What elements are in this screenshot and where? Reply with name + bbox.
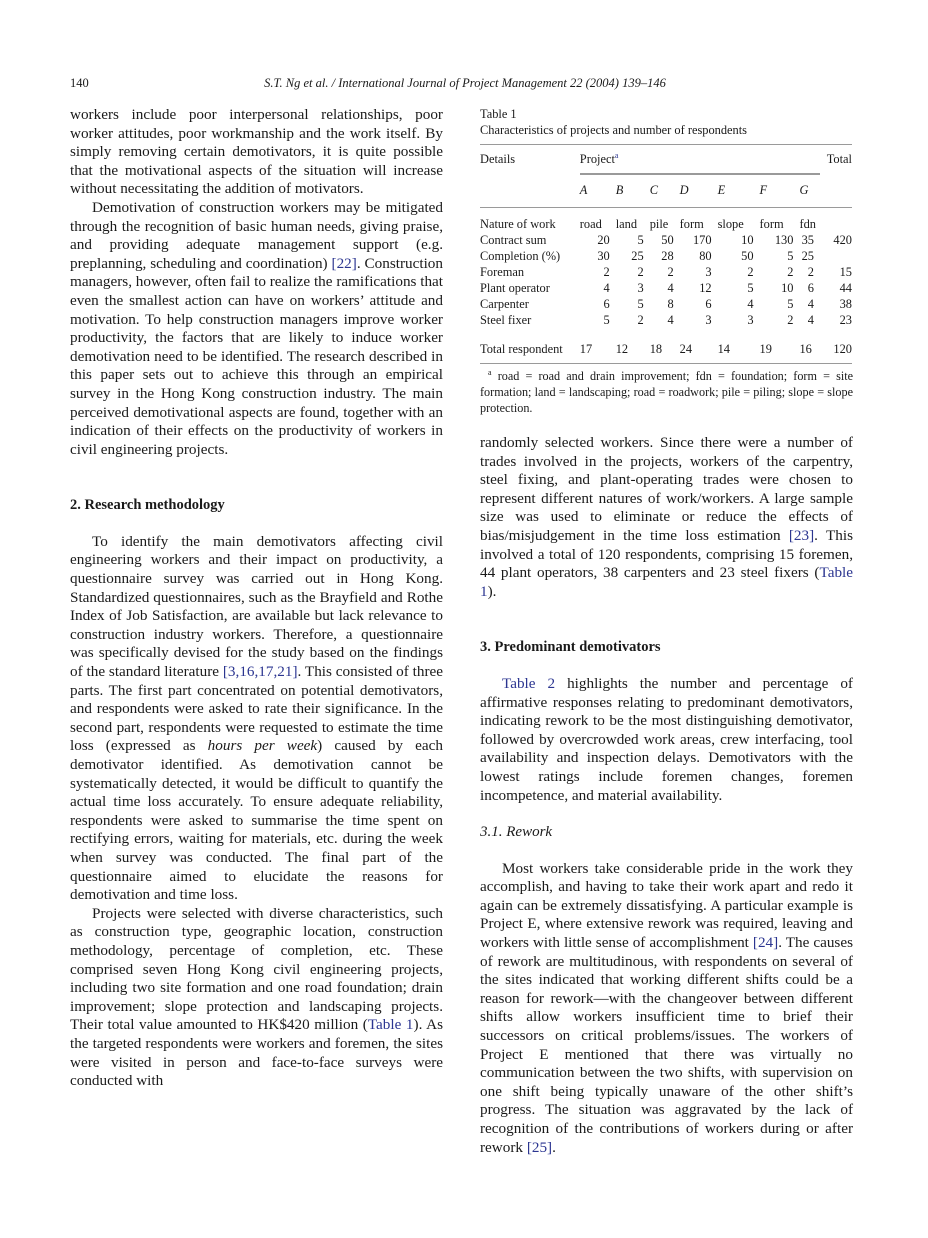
paragraph: workers include poor interpersonal relationships, poor worker attitudes, poor workmanship and the work itself. By simply removing certain demotivators, it is quite possible that the motivational aspects of the situation will increase without necessitating the addition of motivators. <box>70 106 443 198</box>
citation-link[interactable]: [25] <box>526 1138 553 1156</box>
table-cell: 10 <box>741 233 754 247</box>
table-cell: 5 <box>603 313 610 327</box>
table-label: Table 1 <box>480 107 517 121</box>
table-caption: Characteristics of projects and number of respondents <box>480 123 748 137</box>
table-cell: 50 <box>741 249 754 263</box>
table-cell: 5 <box>787 249 794 263</box>
table-cell: 2 <box>787 313 794 327</box>
project-letter: G <box>799 183 809 197</box>
running-head <box>70 76 860 92</box>
paragraph <box>70 905 443 1091</box>
total-cell <box>820 208 852 233</box>
empty-cell <box>820 174 852 208</box>
total-cell <box>820 248 852 264</box>
total-cell: 120 <box>833 342 852 356</box>
table-cell: 2 <box>637 265 644 279</box>
table-cell: 17 <box>579 342 593 356</box>
table-cell: 20 <box>597 233 610 247</box>
table-cell: form <box>759 217 784 231</box>
row-label: Steel fixer <box>480 313 532 327</box>
text-run: . This consisted of three parts. The first part concentrated on potential demotivators, and respondents were asked to rate their significance. In the second part, respondents were requested to estimate the time loss (expressed as <box>70 663 443 755</box>
text-run: . Construction managers, however, often fail to realize the ramifications that even the smallest action can have on workers’ attitude and motivation. To help construction managers improve worker productivity, the factors that are likely to induce worker demotivation need to be identified. The research described in this paper sets out to achieve this through an empirical survey in the Hong Kong construction industry. The main perceived demotivational aspects are found, together with an indication of their effects on the productivity of workers in civil engineering projects. <box>70 254 444 458</box>
text-run: ). As the targeted respondents were workers and foremen, the sites were visited in person and face-to-face surveys were conducted with <box>70 1016 443 1090</box>
table-cell: 2 <box>603 265 610 279</box>
table-cell: 8 <box>667 297 674 311</box>
table-cell: 19 <box>759 342 772 356</box>
table-cell: land <box>615 217 638 231</box>
table-cell: 6 <box>705 297 712 311</box>
table-cell: 35 <box>801 233 814 247</box>
table-cell: 3 <box>705 265 712 279</box>
table-cell: 80 <box>699 249 712 263</box>
table-cell: 5 <box>637 233 644 247</box>
paragraph <box>480 860 853 1158</box>
table-cell: 4 <box>667 313 674 327</box>
table-cell: 12 <box>699 281 712 295</box>
table-row <box>480 248 852 264</box>
table-cell: 24 <box>679 342 693 356</box>
text-run: . The causes of rework are multitudinous, with respondents on several of the sites indicated that working different shifts could be a reason for rework—with the changeover between different shifts allow workers insufficient time to brief their successors on critical problems/issues. The workers of Project E mentioned that there was virtually no communication between the two shifts, with supervision on one shift being typically unaware of the other shift’s progress. The situation was aggravated by the lack of recognition of the contributions of workers during or after rework <box>480 934 853 1156</box>
table-cell: 2 <box>637 313 644 327</box>
table-link[interactable]: Table 1 <box>480 564 853 600</box>
footnote-text: road = road and drain improvement; fdn = foundation; form = site formation; land = landscaping; road = roadwork; pile = piling; slope = slope protection. <box>480 369 853 415</box>
subsection-heading: 3.1. Rework <box>480 824 553 841</box>
paragraph <box>70 199 443 459</box>
text-run: Most workers take considerable pride in the work they accomplish, and having to take their work apart and redo it again can be extremely dissatisfying. A particular example is Project E, where extensive rework was required, leaving and workers with little sense of accomplishment <box>480 859 853 952</box>
table-cell: 2 <box>807 265 814 279</box>
table-cell: 14 <box>717 342 730 356</box>
total-cell: 38 <box>839 297 852 311</box>
header-total: Total <box>826 152 852 166</box>
row-label: Completion (%) <box>480 249 561 263</box>
table-cell: road <box>579 217 602 231</box>
row-label: Plant operator <box>480 281 550 295</box>
citation-link[interactable]: [24] <box>752 934 779 952</box>
table-footnote <box>480 368 853 416</box>
project-letter: F <box>759 183 768 197</box>
footnote-mark: a <box>488 367 492 377</box>
header-project-label: Project <box>579 152 615 166</box>
table-cell: 3 <box>637 281 644 295</box>
text-run: Demotivation of construction workers may be mitigated through the recognition of basic human needs, giving praise, and providing adequate management support (e.g. preplanning, scheduling and coordination) <box>70 198 443 272</box>
section-heading: 2. Research methodology <box>70 497 225 514</box>
table-cell: 170 <box>692 233 712 247</box>
table-cell: 3 <box>705 313 712 327</box>
page-number: 140 <box>70 76 89 90</box>
table-cell: 18 <box>649 342 663 356</box>
table-cell: 3 <box>747 313 754 327</box>
table-cell: 28 <box>661 249 674 263</box>
table-cell: 2 <box>747 265 754 279</box>
text-run: . This involved a total of 120 respondents, comprising 15 foremen, 44 plant operators, 38 carpenters and 23 steel fixers ( <box>480 526 853 582</box>
header-details: Details <box>480 152 516 166</box>
project-letter: C <box>649 183 658 197</box>
text-run: ). <box>487 582 497 600</box>
table-cell: 4 <box>667 281 674 295</box>
table-cell: 16 <box>799 342 812 356</box>
table-cell: 25 <box>801 249 814 263</box>
paragraph <box>480 675 853 805</box>
row-label: Carpenter <box>480 297 529 311</box>
table-cell: 5 <box>787 297 794 311</box>
project-letter: B <box>615 183 624 197</box>
table-row <box>480 312 852 328</box>
project-letter: A <box>579 183 588 197</box>
footnote-mark[interactable]: a <box>614 150 619 160</box>
text-run: randomly selected workers. Since there were a number of trades involved in the projects, workers of the carpentry, steel fixing, and plant-operating trades were chosen to represent different natures of work/workers. A large sample size was used to eliminate or reduce the effects of bias/misjudgement in the time loss estimation <box>480 434 853 544</box>
row-label: Foreman <box>480 265 525 279</box>
text-run: To identify the main demotivators affecting civil engineering workers and their impact on productivity, a questionnaire survey was carried out in Hong Kong. Standardized questionnaires, such as the Brayfield and Rothe Index of Job Satisfaction, are available but lack relevance to construction industry workers. Therefore, a questionnaire was specifically devised for the study based on the findings of the standard literature <box>70 532 443 681</box>
table-cell: 4 <box>807 297 814 311</box>
header-project <box>580 145 820 175</box>
table-cell: fdn <box>799 217 816 231</box>
total-cell: 44 <box>839 281 852 295</box>
text-run: ) caused by each demotivator identified. As demotivation cannot be systematically detected, it would be difficult to quantify the actual time loss accurately. To ensure adequate reliability, respondents were asked to summarise the time spent on rectifying errors, waiting for materials, etc. during the week when survey was conducted. The final part of the questionnaire aimed to elucidate the reasons for demotivation and time loss. <box>70 737 443 904</box>
table-cell: 4 <box>603 281 610 295</box>
table-1 <box>480 106 853 416</box>
table-row <box>480 264 852 280</box>
table-cell: form <box>679 217 704 231</box>
table-cell: 30 <box>597 249 610 263</box>
project-letter: D <box>679 183 689 197</box>
table-cell: 50 <box>661 233 674 247</box>
paragraph <box>480 434 853 601</box>
table-row <box>480 296 852 312</box>
row-label: Contract sum <box>480 233 547 247</box>
table-cell: pile <box>649 217 669 231</box>
table-cell: 4 <box>807 313 814 327</box>
total-row <box>480 328 852 364</box>
left-column <box>70 106 443 1091</box>
table-row <box>480 232 852 248</box>
table-link[interactable]: Table 1 <box>367 1016 414 1034</box>
table-cell: 130 <box>774 233 794 247</box>
total-cell: 420 <box>833 233 852 247</box>
table-cell: slope <box>717 217 744 231</box>
text-run: Projects were selected with diverse characteristics, such as construction type, geographic location, construction methodology, percentage of completion, etc. These comprised seven Hong Kong civil engineering projects, including two site formation and one road foundation; drain improvement; slope protection and landscaping projects. Their total value amounted to HK$420 million ( <box>70 904 443 1034</box>
table-cell: 5 <box>747 281 754 295</box>
table-cell: 2 <box>787 265 794 279</box>
right-column <box>480 106 853 1157</box>
total-cell: 15 <box>839 265 852 279</box>
data-table <box>480 144 852 364</box>
table-cell: 4 <box>747 297 754 311</box>
project-letters-row <box>480 174 852 208</box>
emphasis: hours per week <box>207 737 318 755</box>
table-cell: 2 <box>667 265 674 279</box>
table-cell: 6 <box>807 281 814 295</box>
table-cell: 25 <box>631 249 644 263</box>
table-row <box>480 280 852 296</box>
citation-link[interactable]: [23] <box>788 526 815 544</box>
table-link[interactable]: Table 2 <box>502 674 556 692</box>
table-cell: 10 <box>781 281 794 295</box>
project-letter: E <box>717 183 726 197</box>
table-cell: 6 <box>603 297 610 311</box>
row-label: Total respondent <box>480 342 563 356</box>
table-cell: 12 <box>615 342 629 356</box>
table-row <box>480 208 852 233</box>
paragraph <box>70 533 443 905</box>
journal-citation: S.T. Ng et al. / International Journal of Project Management 22 (2004) 139–146 <box>264 76 666 90</box>
citation-link[interactable]: [3,16,17,21] <box>222 663 298 681</box>
table-body <box>480 208 852 329</box>
citation-link[interactable]: [22] <box>331 254 357 272</box>
total-cell: 23 <box>839 313 852 327</box>
text-run: . <box>552 1138 556 1156</box>
text-run: highlights the number and percentage of affirmative responses relating to predominant demotivators, indicating rework to be the most distinguishing demotivator, followed by overcrowded work areas, crew interfacing, tool availability and inspection delays. Demotivators with the lowest ratings include foremen changes, foremen incompetence, and material availability. <box>480 674 853 804</box>
row-label: Nature of work <box>480 217 556 231</box>
section-heading: 3. Predominant demotivators <box>480 639 661 656</box>
table-cell: 5 <box>637 297 644 311</box>
